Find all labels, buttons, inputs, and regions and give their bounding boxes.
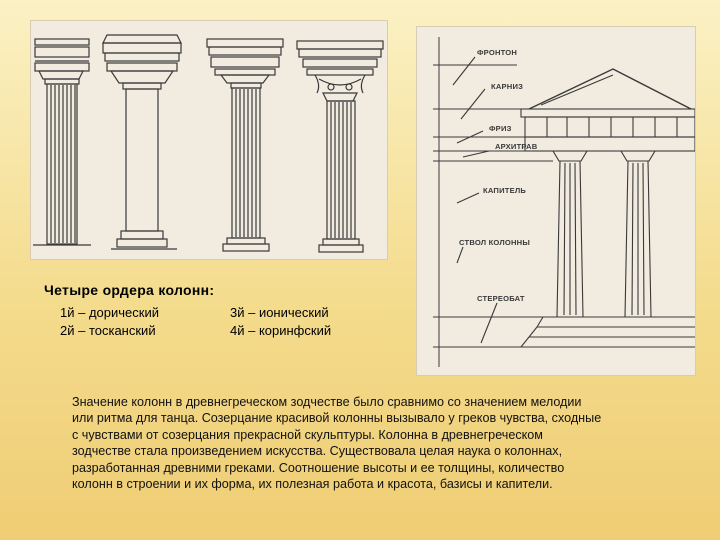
label-stylobate: СТЕРЕОБАТ (477, 294, 525, 303)
body-line: или ритма для танца. Созерцание красивой колонны вызывало у греков чувства, сходные (72, 411, 602, 426)
cornice-drawing (521, 109, 695, 117)
doric-column-drawing (33, 39, 91, 245)
label-architrave: АРХИТРАВ (495, 142, 538, 151)
architrave-drawing (525, 137, 695, 151)
corinthian-column-drawing (297, 41, 383, 252)
order-item-ionic: 3й – ионический (230, 305, 329, 320)
label-pediment: ФРОНТОН (477, 48, 518, 57)
column-shaft-drawing (557, 161, 651, 317)
body-paragraph (72, 394, 662, 492)
label-frieze: ФРИЗ (489, 124, 512, 133)
order-item-tuscan: 2й – тосканский (60, 323, 156, 338)
temple-facade-illustration (416, 26, 696, 376)
body-line: колонн в строении и их форма, их полезная работа и красота, базисы и капители. (72, 477, 553, 492)
stylobate-drawing (521, 317, 695, 347)
pediment-drawing (529, 69, 691, 109)
order-item-doric: 1й – дорический (60, 305, 159, 320)
ionic-column-drawing (207, 39, 283, 251)
body-line: Значение колонн в древнегреческом зодчестве было сравнимо со значением мелодии (72, 395, 582, 409)
slide-heading: Четыре ордера колонн: (44, 282, 215, 298)
order-item-corinthian: 4й – коринфский (230, 323, 332, 338)
label-capital: КАПИТЕЛЬ (483, 186, 527, 195)
body-line: с чувствами от созерцания прекрасной скульптуры. Колонна в древнегреческом (72, 427, 543, 442)
column-orders-illustration (30, 20, 388, 260)
label-shaft: СТВОЛ КОЛОННЫ (459, 238, 530, 247)
body-line: разработанная древними греками. Соотношение высоты и ее толщины, количество (72, 460, 565, 475)
body-line: зодчестве стала произведением искусства. Существовала целая наука о колоннах, (72, 444, 563, 459)
tuscan-column-drawing (103, 35, 181, 249)
frieze-drawing (525, 117, 695, 137)
capital-drawing (553, 151, 587, 161)
label-cornice: КАРНИЗ (491, 82, 524, 91)
